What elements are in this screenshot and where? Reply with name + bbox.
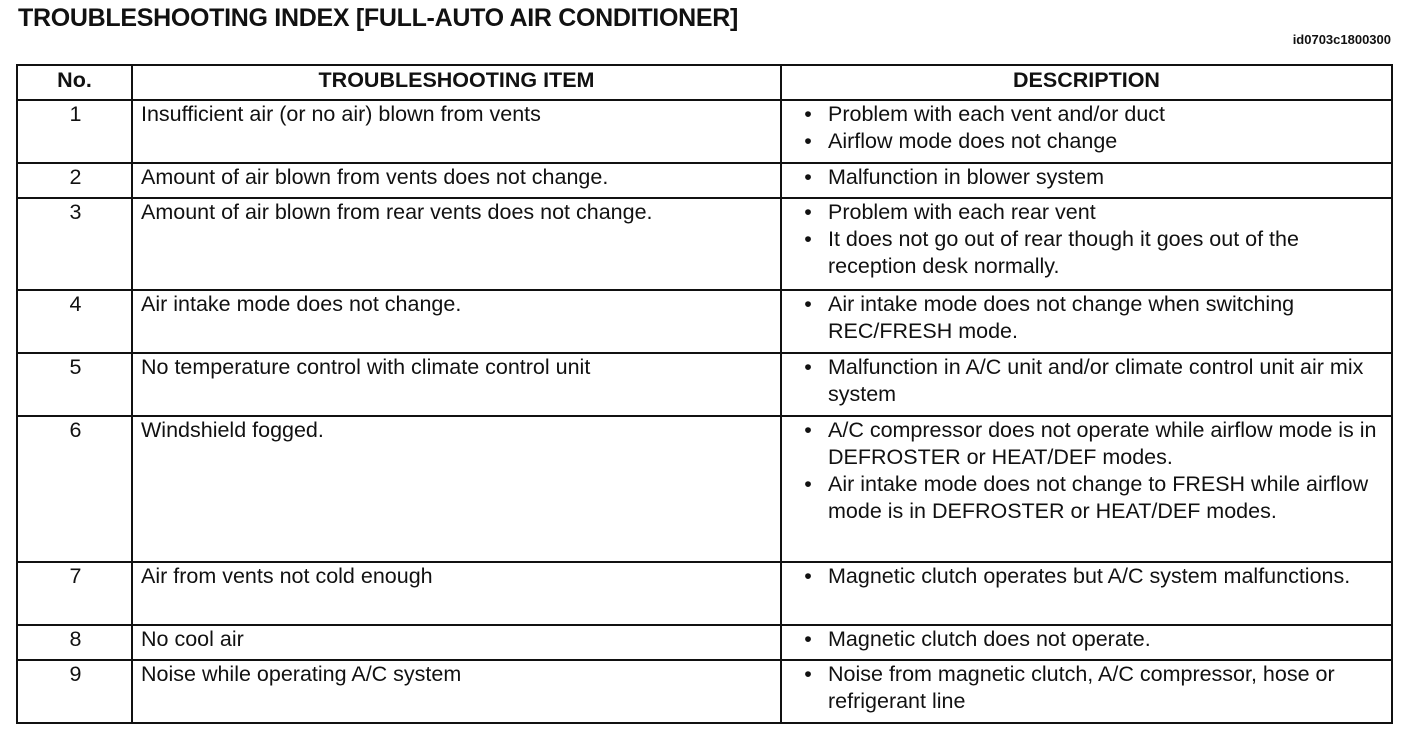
- row-number: 4: [17, 290, 132, 353]
- description-text: Problem with each vent and/or duct: [828, 102, 1166, 126]
- table-row: [17, 353, 1392, 416]
- description-text: Airflow mode does not change: [828, 129, 1118, 153]
- bullet-icon: •: [804, 472, 812, 496]
- description-text: Noise from magnetic clutch, A/C compressor, hose or refrigerant line: [828, 662, 1335, 713]
- row-number: 2: [17, 163, 132, 198]
- row-number: 5: [17, 353, 132, 416]
- description-list: [790, 291, 1385, 345]
- description-list: [790, 417, 1385, 525]
- row-number: 3: [17, 198, 132, 290]
- description-cell: [781, 562, 1392, 625]
- description-text: Malfunction in A/C unit and/or climate control unit air mix system: [828, 355, 1364, 406]
- table-row: [17, 416, 1392, 562]
- description-text: Air intake mode does not change to FRESH while airflow mode is in DEFROSTER or HEAT/DEF modes.: [828, 472, 1369, 523]
- troubleshooting-item: Amount of air blown from rear vents does not change.: [132, 198, 781, 290]
- troubleshooting-item: Amount of air blown from vents does not change.: [132, 163, 781, 198]
- troubleshooting-item: Windshield fogged.: [132, 416, 781, 562]
- row-number: 6: [17, 416, 132, 562]
- row-number: 1: [17, 100, 132, 163]
- description-item: [790, 563, 1385, 590]
- description-list: [790, 354, 1385, 408]
- description-list: [790, 661, 1385, 715]
- description-item: [790, 354, 1385, 408]
- description-text: Malfunction in blower system: [828, 165, 1105, 189]
- description-cell: [781, 198, 1392, 290]
- troubleshooting-item: Air intake mode does not change.: [132, 290, 781, 353]
- description-item: [790, 226, 1385, 280]
- description-item: [790, 164, 1385, 191]
- description-list: [790, 563, 1385, 590]
- description-item: [790, 128, 1385, 155]
- row-number: 9: [17, 660, 132, 723]
- bullet-icon: •: [804, 165, 812, 189]
- troubleshooting-item: Insufficient air (or no air) blown from vents: [132, 100, 781, 163]
- header-troubleshooting-item: TROUBLESHOOTING ITEM: [132, 65, 781, 100]
- document-id: id0703c1800300: [1292, 32, 1391, 47]
- header-no: No.: [17, 65, 132, 100]
- description-cell: [781, 100, 1392, 163]
- description-text: It does not go out of rear though it goes out of the reception desk normally.: [828, 227, 1299, 278]
- row-number: 8: [17, 625, 132, 660]
- page-title: TROUBLESHOOTING INDEX [FULL-AUTO AIR CONDITIONER]: [18, 4, 738, 32]
- table-row: [17, 660, 1392, 723]
- bullet-icon: •: [804, 102, 812, 126]
- troubleshooting-item: Air from vents not cold enough: [132, 562, 781, 625]
- troubleshooting-item: Noise while operating A/C system: [132, 660, 781, 723]
- description-cell: [781, 416, 1392, 562]
- table-header-row: [17, 65, 1392, 100]
- description-item: [790, 199, 1385, 226]
- description-cell: [781, 290, 1392, 353]
- description-item: [790, 471, 1385, 525]
- bullet-icon: •: [804, 662, 812, 686]
- table-row: [17, 163, 1392, 198]
- bullet-icon: •: [804, 627, 812, 651]
- description-list: [790, 101, 1385, 155]
- description-text: A/C compressor does not operate while airflow mode is in DEFROSTER or HEAT/DEF modes.: [828, 418, 1377, 469]
- description-list: [790, 626, 1385, 653]
- description-text: Air intake mode does not change when switching REC/FRESH mode.: [828, 292, 1295, 343]
- description-cell: [781, 353, 1392, 416]
- description-text: Magnetic clutch operates but A/C system malfunctions.: [828, 564, 1351, 588]
- bullet-icon: •: [804, 418, 812, 442]
- table-row: [17, 562, 1392, 625]
- troubleshooting-item: No temperature control with climate control unit: [132, 353, 781, 416]
- troubleshooting-item: No cool air: [132, 625, 781, 660]
- row-number: 7: [17, 562, 132, 625]
- description-list: [790, 199, 1385, 280]
- description-text: Problem with each rear vent: [828, 200, 1096, 224]
- table-row: [17, 290, 1392, 353]
- description-item: [790, 101, 1385, 128]
- troubleshooting-table: [16, 64, 1393, 724]
- header-description: DESCRIPTION: [781, 65, 1392, 100]
- table-row: [17, 100, 1392, 163]
- description-cell: [781, 163, 1392, 198]
- description-text: Magnetic clutch does not operate.: [828, 627, 1151, 651]
- description-item: [790, 661, 1385, 715]
- bullet-icon: •: [804, 129, 812, 153]
- table-row: [17, 625, 1392, 660]
- table-row: [17, 198, 1392, 290]
- description-item: [790, 291, 1385, 345]
- description-cell: [781, 660, 1392, 723]
- bullet-icon: •: [804, 292, 812, 316]
- description-item: [790, 626, 1385, 653]
- description-list: [790, 164, 1385, 191]
- description-item: [790, 417, 1385, 471]
- bullet-icon: •: [804, 564, 812, 588]
- bullet-icon: •: [804, 355, 812, 379]
- description-cell: [781, 625, 1392, 660]
- bullet-icon: •: [804, 200, 812, 224]
- bullet-icon: •: [804, 227, 812, 251]
